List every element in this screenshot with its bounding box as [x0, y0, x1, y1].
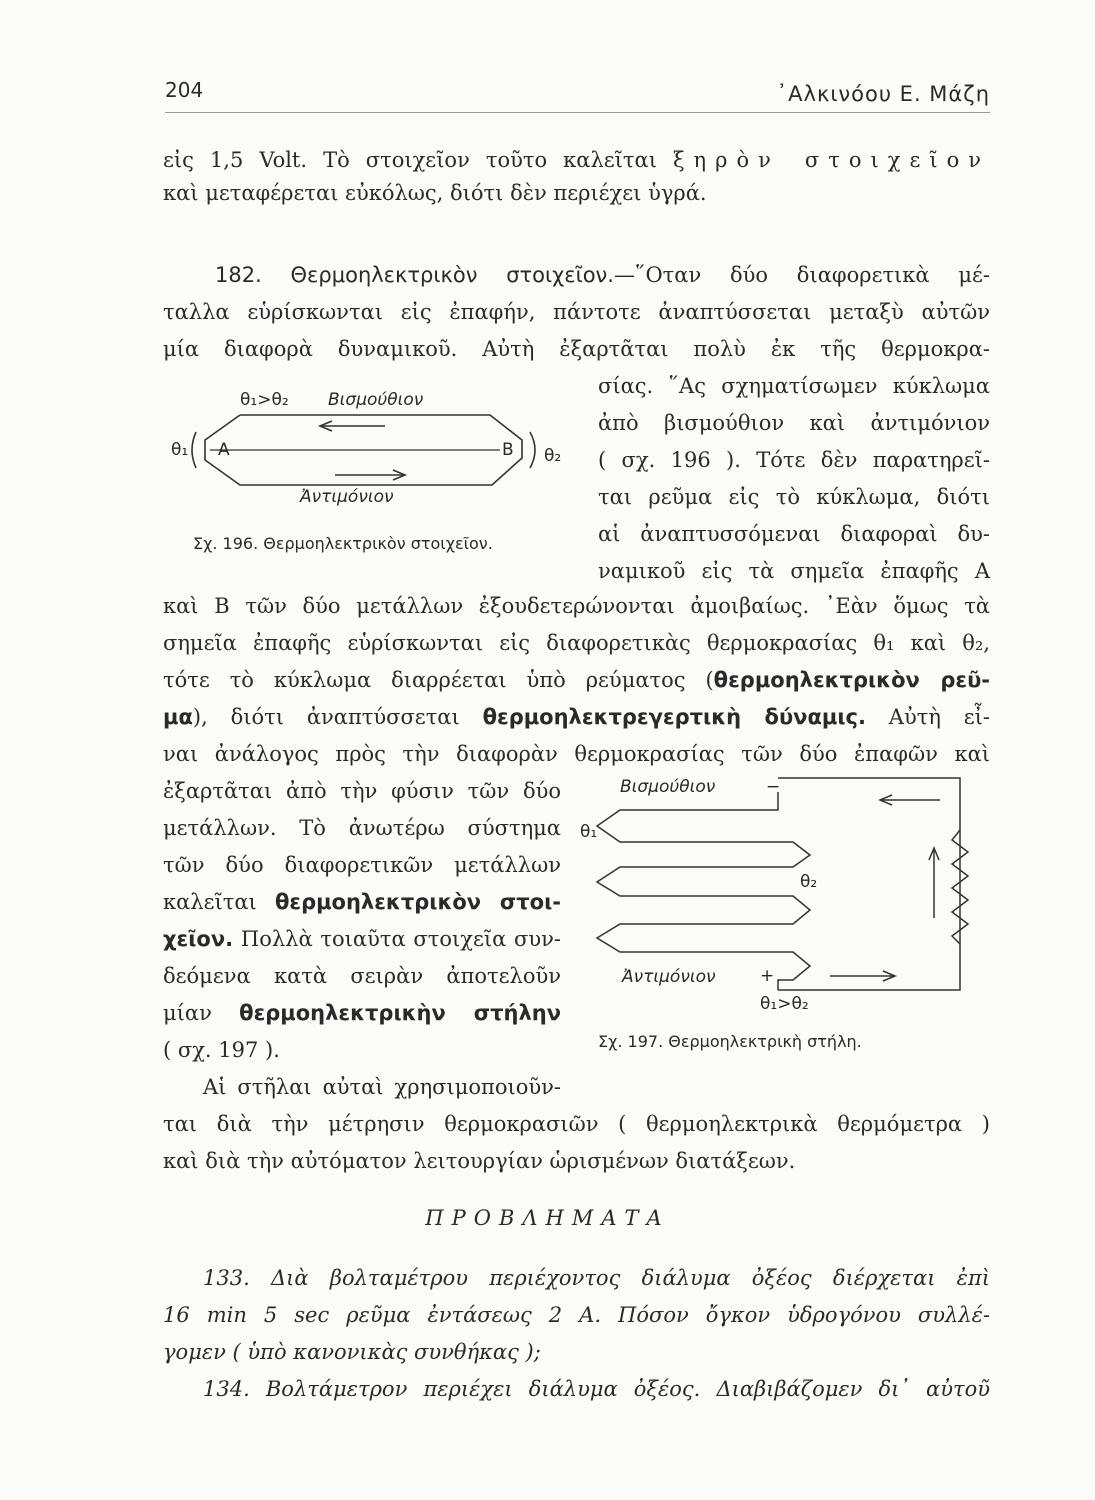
- fig197-outer-circuit: [778, 778, 960, 990]
- fig197-antimony-label: Ἀντιμόνιον: [622, 967, 716, 987]
- page-number: 204: [165, 78, 204, 102]
- section-heading: 182. Θερμοηλεκτρικὸν στοιχεῖον.: [215, 263, 614, 287]
- text-span: τότε τὸ κύκλωμα διαρρέεται ὑπὸ ρεύματος (: [163, 668, 714, 692]
- problem-line: 133. Διὰ βολταμέτρου περιέχοντος διάλυμα ὀξέος διέρχεται ἐπὶ: [203, 1266, 990, 1290]
- text-line: ταλλα εὑρίσκωνται εἰς ἐπαφήν, πάντοτε ἀναπτύσσεται μεταξὺ αὐτῶν: [163, 300, 990, 324]
- text-line: ναμικοῦ εἰς τὰ σημεῖα ἐπαφῆς Α: [598, 559, 990, 583]
- fig197-minus-sign: −: [766, 777, 781, 797]
- text-line: σημεῖα ἐπαφῆς εὑρίσκωνται εἰς διαφορετικὰς θερμοκρασίας θ₁ καὶ θ₂,: [163, 631, 990, 655]
- text-line: ἐξαρτᾶται ἀπὸ τὴν φύσιν τῶν δύο: [163, 779, 561, 803]
- text-line: δεόμενα κατὰ σειρὰν ἀποτελοῦν: [163, 964, 561, 988]
- text-line: ναι ἀνάλογος πρὸς τὴν διαφορὰν θερμοκρασίας τῶν δύο ἐπαφῶν καὶ: [163, 742, 990, 766]
- spaced-term: ξηρὸν στοιχεῖον: [672, 148, 990, 172]
- text-span: ), διότι ἀναπτύσσεται: [192, 705, 483, 729]
- bold-term: χεῖον.: [163, 927, 234, 951]
- fig196-temperature-relation: θ₁>θ₂: [240, 390, 289, 410]
- text-line: ται ρεῦμα εἰς τὸ κύκλωμα, διότι: [598, 485, 990, 509]
- text-line: μία διαφορὰ δυναμικοῦ. Αὐτὴ ἐξαρτᾶται πολὺ ἐκ τῆς θερμοκρα-: [163, 337, 990, 361]
- fig196-bismuth-label: Βισμούθιον: [328, 390, 424, 410]
- text-line: καὶ μεταφέρεται εὐκόλως, διότι δὲν περιέχει ὑγρά.: [163, 181, 707, 205]
- fig196-contact-A-label: A: [218, 440, 230, 460]
- fig196-contact-B-label: B: [502, 440, 514, 460]
- bold-term: θερμοηλεκτρεγερτικὴ δύναμις.: [482, 705, 866, 729]
- fig197-caption: Σχ. 197. Θερμοηλεκτρικὴ στήλη.: [598, 1032, 862, 1051]
- text-span: Πολλὰ τοιαῦτα στοιχεῖα συν-: [233, 927, 561, 951]
- text-line: τῶν δύο διαφορετικῶν μετάλλων: [163, 853, 561, 877]
- text-line: ( σχ. 197 ).: [163, 1038, 280, 1062]
- text-span: Αὐτὴ εἶ-: [865, 705, 990, 729]
- bold-term: θερμοηλεκτρικὴν στήλην: [239, 1001, 561, 1025]
- fig197-theta2-label: θ₂: [800, 872, 818, 892]
- fig197-theta1-label: θ₁: [580, 822, 598, 842]
- problem-line: 16 min 5 sec ρεῦμα ἐντάσεως 2 Α. Πόσον ὄγκον ὑδρογόνου συλλέ-: [163, 1303, 990, 1327]
- text-line: ται διὰ τὴν μέτρησιν θερμοκρασιῶν ( θερμοηλεκτρικὰ θερμόμετρα ): [163, 1112, 990, 1136]
- text-line: ( σχ. 196 ). Τότε δὲν παρατηρεῖ-: [598, 448, 990, 472]
- fig197-temperature-relation: θ₁>θ₂: [760, 994, 809, 1014]
- text-span: καλεῖται: [163, 890, 275, 914]
- problem-line: 134. Βολτάμετρον περιέχει διάλυμα ὀξέος. Διαβιβάζομεν δι᾿ αὐτοῦ: [203, 1377, 990, 1401]
- bold-term: μα: [163, 705, 193, 729]
- fig197-plus-sign: +: [760, 966, 775, 986]
- fig196-theta2-label: θ₂: [544, 446, 562, 466]
- text-line: μετάλλων. Τὸ ἀνωτέρω σύστημα: [163, 816, 561, 840]
- bold-term: θερμοηλεκτρικὸν στοι-: [274, 890, 561, 914]
- text-line: καὶ Β τῶν δύο μετάλλων ἐξουδετερώνονται ἀμοιβαίως. ᾿Εὰν ὅμως τὰ: [163, 594, 990, 618]
- text-line: Αἱ στῆλαι αὐταὶ χρησιμοποιοῦν-: [203, 1075, 561, 1099]
- section-title-problems: ΠΡΟΒΛΗΜΑΤΑ: [425, 1206, 670, 1230]
- fig197-thermocouple-zigzag: [597, 792, 810, 990]
- problem-line: γομεν ( ὑπὸ κανονικὰς συνθήκας );: [163, 1340, 541, 1364]
- text-line: ἀπὸ βισμούθιον καὶ ἀντιμόνιον: [598, 411, 990, 435]
- running-author: ᾿Αλκινόου Ε. Μάζη: [776, 82, 990, 106]
- bold-term: θερμοηλεκτρικὸν ρεῦ-: [713, 668, 991, 692]
- fig196-antimony-label: Ἀντιμόνιον: [300, 487, 394, 507]
- fig196-caption: Σχ. 196. Θερμοηλεκτρικὸν στοιχεῖον.: [193, 534, 493, 553]
- text-span: εἰς 1,5 Volt. Τὸ στοιχεῖον τοῦτο καλεῖται: [163, 148, 657, 172]
- text-line: σίας. ῞Ας σχηματίσωμεν κύκλωμα: [598, 374, 990, 398]
- fig197-bismuth-label: Βισμούθιον: [620, 777, 716, 797]
- text-span: μίαν: [163, 1001, 240, 1025]
- text-line: αἱ ἀναπτυσσόμεναι διαφοραὶ δυ-: [598, 522, 990, 546]
- fig196-theta1-label: θ₁: [171, 440, 189, 460]
- text-line: καὶ διὰ τὴν αὐτόματον λειτουργίαν ὡρισμένων διατάξεων.: [163, 1149, 796, 1173]
- text-span: —῞Οταν δύο διαφορετικὰ μέ-: [613, 263, 990, 287]
